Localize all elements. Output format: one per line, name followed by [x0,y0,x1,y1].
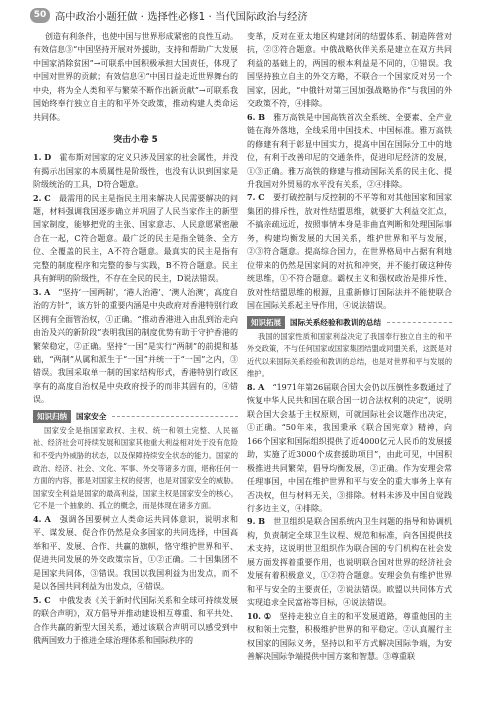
answer-8-number: 8. A [247,381,265,392]
answer-7-text: 要打破控制与反控制的不平等和对其他国家和国家集团的排斥性，放对性结盟思维，就要扩大利益交汇点，不搞亲疏远近，按照事情本身是非曲直判断和处理国际事务，构建均衡发展的大国关系，维护世界和平与发展，②③符合题意。提高综合国力，在世界格局中占据有利地位带来的仍然是国家间的对抗和冲突，并不能打破这种传统思维，①不符合题意。霸权主义和强权政治是排斥性、放对性结盟思维的根源，且重新修订国际法并不能使联合国在国际关系起主导作用，④说法错误。 [247,193,452,311]
answer-1-number: 1. D [33,152,52,163]
answer-9 [247,515,452,609]
answer-2-number: 2. C [33,192,51,203]
answer-9-number: 9. B [247,516,266,527]
answer-7-number: 7. C [247,192,265,203]
tag-divider [387,322,452,323]
answer-8-text: “1971年第26届联合国大会仍以压倒性多数通过了恢复中华人民共和国在联合国一切合法权利的决定”，说明联合国大会基于主权原则，可就国际社会议题作出决定，①正确。“50年来，我国秉承《联合国宪章》精神，向166个国家和国际组织提供了近4000亿元人民币的发展援助，实施了近3000个成套援助项目”，由此可见，中国积极推进共同繁荣，倡导均衡发展，②正确。作为安理会常任理事国，中国在维护世界和平与安全的重大事务上享有否决权，但与材料无关，③排除。材料未涉及中国自觉践行多边主义，④排除。 [247,382,452,513]
knowledge-summary-tag [33,410,238,423]
extension-note: 我国的国家性质和国家利益决定了我国奉行独立自主的和平外交政策，不与任何国家或国家集团结盟或同盟关系，这既是对近代以来国际关系经验和教训的总结，也是对世界和平与发展的维护。 [247,331,452,379]
left-column [33,30,238,706]
answer-7 [247,191,452,312]
tag-label: 知识归纳 [33,410,71,423]
tag-divider [112,416,238,417]
answer-6-number: 6. B [247,111,266,122]
answer-3 [33,286,238,407]
answer-4-text: 强调各国要树立人类命运共同体意识，说明求和平、谋发展、促合作仍然是众多国家的共同选择，中国高举和平、发展、合作、共赢的旗帜，恪守维护世界和平、促进共同发展的外交政策宗旨，①②正确。二十国集团不是国家共同体，③错误。我国以我国利益为出发点，而不是以各国共同利益为出发点，④错误。 [33,514,238,592]
answer-10-number: 10. ① [247,610,272,621]
tag-title: 国际关系经验和教训的总结 [290,317,382,327]
answer-3-text: “坚持‘一国两制’，‘港人治港’、‘澳人治澳’，高度自治的方针”，该方针的重要内涵是中央政府对香港特别行政区拥有全面管治权，①正确。“推动香港进入由乱到治走向由治及兴的新阶段”表明我国的制度优势有助于守护香港的繁荣稳定，②正确。坚持“一国”是实行“两制”的前提和基础，“两制”从属和派生于“一国”并统一于“一国”之内，③错误。我国采取单一制的国家结构形式，香港特别行政区享有的高度自治权是中央政府授予的而非其固有的，④错误。 [33,287,238,405]
answer-2 [33,192,238,286]
answer-5 [33,594,238,648]
answer-9-text: 世卫组织是联合国系统内卫生问题的指导和协调机构，负责制定全球卫生议程、规范和标准，向各国提供技术支持，这说明世卫组织作为联合国的专门机构在社会发展方面发挥着重要作用，也说明联合国对世界的经济社会发展有着积极意义，①②符合题意。安理会负有维护世界和平与安全的主要责任，②说法错误。欧盟以共同体方式实现追求全民富裕等目标，④说法错误。 [247,517,452,608]
answer-5-continued: 变革，反对在亚太地区构建封闭的结盟体系、制造阵营对抗，②③符合题意。中俄战略伙伴关系是建立在双方共同利益的基础上的，两国的根本利益是不同的，①错误。我国坚持独立自主的外交方略，不联合一个国家反对另一个国家，因此，“中俄针对第三国加强战略协作”与我国的外交政策不符，④排除。 [247,32,452,109]
page-header [0,0,480,30]
tag-title: 国家安全 [76,411,107,421]
right-column [247,30,452,706]
answer-4-number: 4. A [33,513,51,524]
answer-10 [247,610,452,664]
answer-2-text: 最需用的民主是指民主用来解决人民需要解决的问题，材料强调我国逐步确立并巩固了人民当家作主的新型国家制度，能够把党的主张、国家意志、人民意愿紧密融合在一起，C符合题意。最广泛的民主是指全链条、全方位、全覆盖的民主，A不符合题意。最真实的民主是指有完整的制度程序和完整的参与实践，B不符合题意。民主具有鲜明的阶级性，不存在全民的民主，D说法错误。 [33,193,238,284]
knowledge-note: 国家安全是指国家政权、主权、统一和领土完整、人民福祉、经济社会可持续发展和国家其他重大利益相对处于没有危险和不受内外威胁的状态，以及保障持续安全状态的能力。国家的政治、经济、社会、文化、军事、外交等诸多方面，堪称任何一方面的内容，都是对国家主权的侵害，也是对国家安全的威胁。国家安全利益是国家的最高利益，国家主权是国家安全的核心，它不是一个抽象的、孤立的概念，而是体现在诸多方面。 [33,425,238,511]
answer-5-text: 中俄发表《关于新时代国际关系和全球可持续发展的联合声明》，双方倡导并推动建设相互尊重、和平共处、合作共赢的新型大国关系，通过该联合声明可以感受到中俄两国致力于推进全球治理体系和国际秩序的 [33,595,238,646]
tag-label: 知识拓展 [247,316,285,329]
section-title: 突击小卷 5 [113,135,158,146]
answer-4 [33,513,238,594]
answer-1 [33,151,238,191]
answer-8 [247,381,452,516]
answer-6 [247,111,452,192]
knowledge-extension-tag [247,316,452,329]
answer-1-text: 霍布斯对国家的定义只涉及国家的社会属性，并没有揭示出国家的本质属性是阶级性，也没有认识到国家是阶级统治的工具，D符合题意。 [33,153,238,190]
answer-6-text: 雅万高铁是中国高铁首次全系统、全要素、全产业链在海外落地，全线采用中国技术、中国标准。雅万高铁的修建有利于彰显中国实力，提高中国在国际分工中的地位，有利于改善印尼的交通条件，促进印尼经济的发展，①③正确。雅万高铁的修建与推动国际关系的民主化、提升我国对外贸易的水平没有关系，②④排除。 [247,112,452,189]
running-title: 高中政治小题狂做 · 选择性必修1 · 当代国际政治与经济 [55,10,308,23]
page-number-badge: 50 [30,8,50,23]
answer-10-text: 坚持走独立自主的和平发展道路，尊重他国的主权和领土完整，积极维护世界的和平稳定。②认真履行主权国家的国际义务，坚持以和平方式解决国际争端，为安善解决国际争端提供中国方案和智慧。③尊重联 [247,611,452,661]
intro-paragraph: 创造有利条件，也使中国与世界形成紧密的良性互动。有效信息③“中国坚持开展对外援助，支持和帮助广大发展中国家消除贫困”→可联系中国积极承担大国责任，体现了中国对世界的贡献；有效信息④“中国日益走近世界舞台的中央，将为全人类和平与繁荣不断作出新贡献”→可联系我国始终奉行独立自主的和平外交政策，推动构建人类命运共同体。 [33,32,238,122]
answer-5-number: 5. C [33,594,51,605]
answer-3-number: 3. A [33,286,51,297]
